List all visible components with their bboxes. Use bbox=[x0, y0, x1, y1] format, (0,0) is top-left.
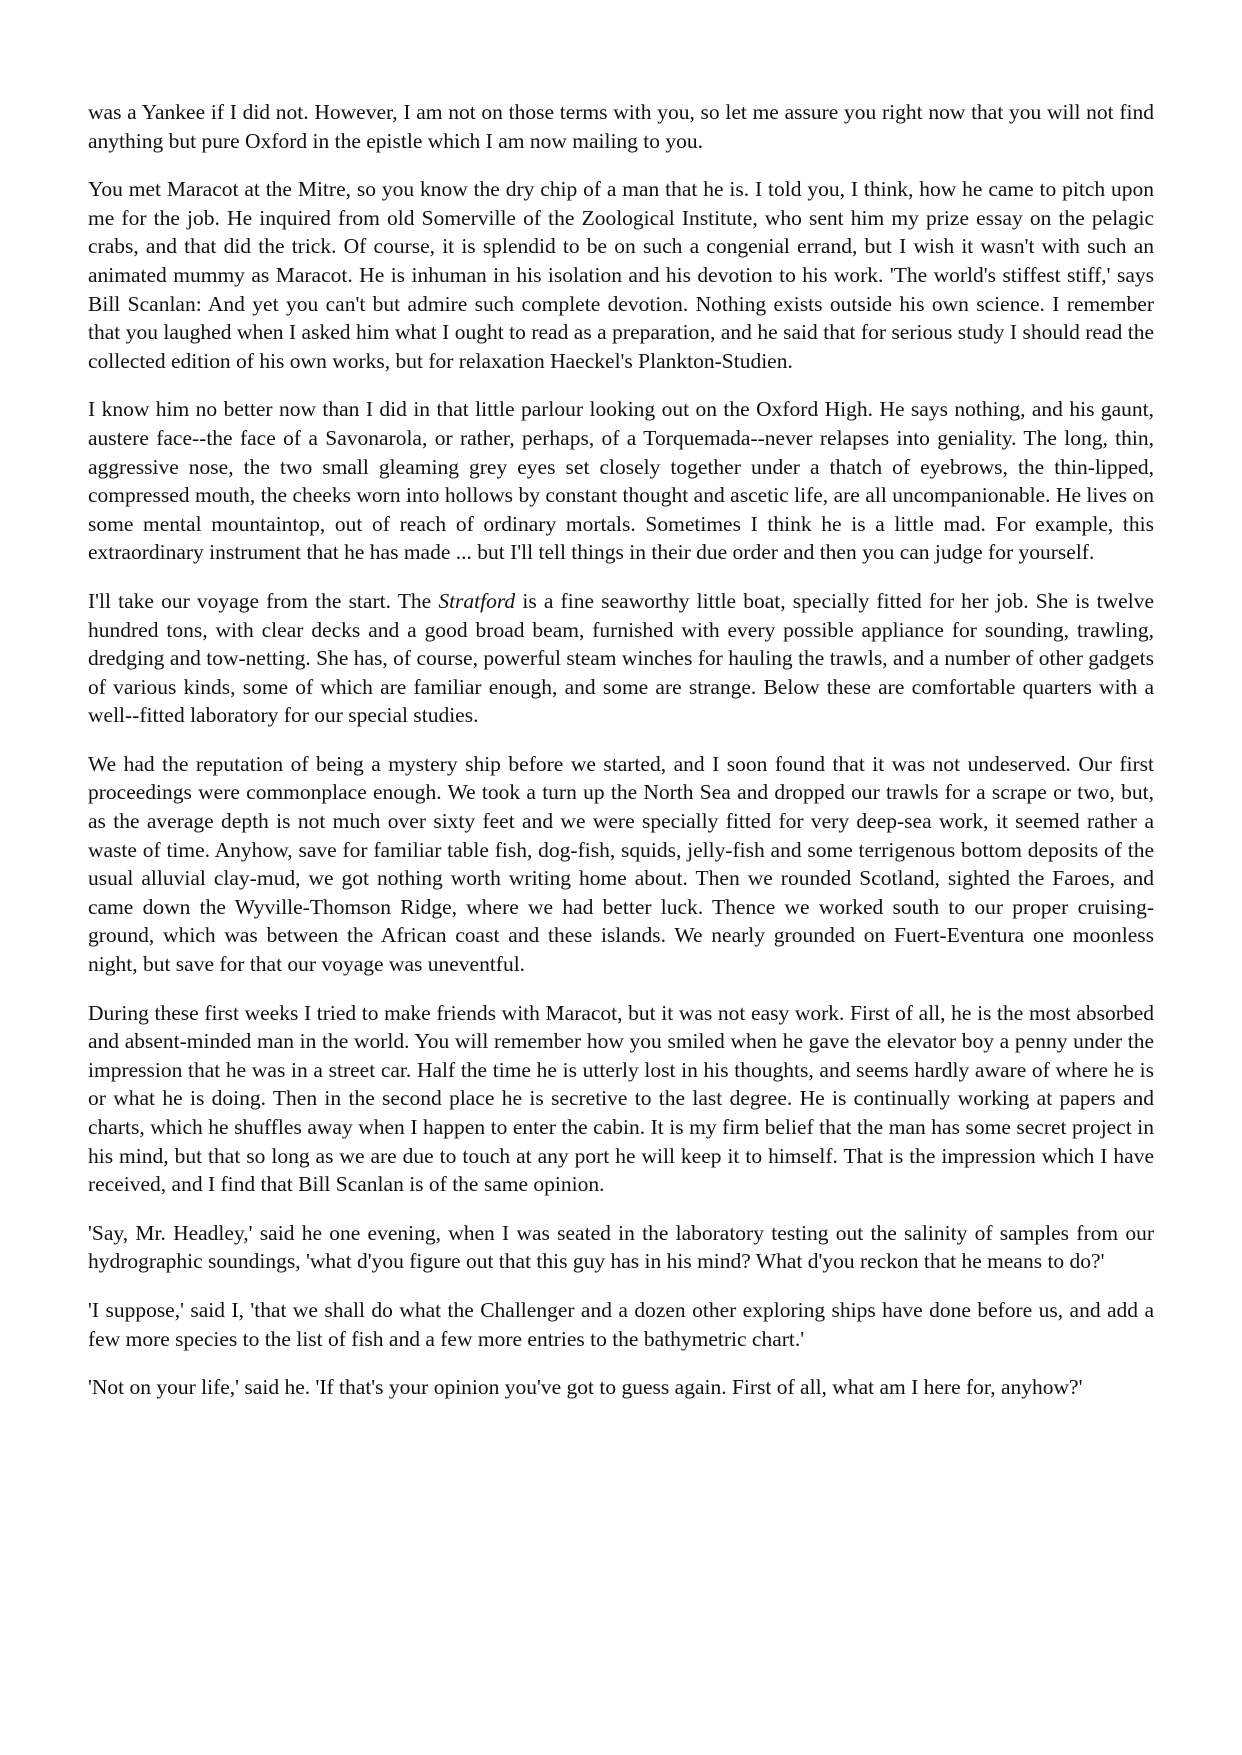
paragraph-8: 'I suppose,' said I, 'that we shall do what the Challenger and a dozen other exploring ships have done before us, and add a few more species to the list of fish and a few more entries to the bathymetric chart.' bbox=[88, 1297, 1154, 1351]
paragraph-4-after: is a fine seaworthy little boat, specially fitted for her job. She is twelve hundred tons, with clear decks and a good broad beam, furnished with every possible appliance for sounding, trawling, dredging and tow-netting. She has, of course, powerful steam winches for hauling the trawls, and a number of other gadgets of various kinds, some of which are familiar enough, and some are strange. Below these are comfortable quarters with a well--fitted laboratory for our special studies. bbox=[88, 588, 1154, 728]
paragraph-9: 'Not on your life,' said he. 'If that's your opinion you've got to guess again. First of all, what am I here for, anyhow?' bbox=[88, 1375, 1083, 1400]
paragraph-5: We had the reputation of being a mystery ship before we started, and I soon found that it was not undeserved. Our first proceedings were commonplace enough. We took a turn up the North Sea and dropped our trawls for a scrape or two, but, as the average depth is not much over sixty feet and we were specially fitted for very deep-sea work, it seemed rather a waste of time. Anyhow, save for familiar table fish, dog-fish, squids, jelly-fish and some terrigenous bottom deposits of the usual alluvial clay-mud, we got nothing worth writing home about. Then we rounded Scotland, sighted the Faroes, and came down the Wyville-Thomson Ridge, where we had better luck. Thence we worked south to our proper cruising-ground, which was between the African coast and these islands. We nearly grounded on Fuert-Eventura one moonless night, but save for that our voyage was uneventful. bbox=[88, 751, 1154, 977]
paragraph-7: 'Say, Mr. Headley,' said he one evening, when I was seated in the laboratory testing out the salinity of samples from our hydrographic soundings, 'what d'you figure out that this guy has in his mind? What d'you reckon that he means to do?' bbox=[88, 1220, 1154, 1274]
paragraph-6: During these first weeks I tried to make friends with Maracot, but it was not easy work. First of all, he is the most absorbed and absent-minded man in the world. You will remember how you smiled when he gave the elevator boy a penny under the impression that he was in a street car. Half the time he is utterly lost in his thoughts, and seems hardly aware of where he is or what he is doing. Then in the second place he is secretive to the last degree. He is continually working at papers and charts, which he shuffles away when I happen to enter the cabin. It is my firm belief that the man has some secret project in his mind, but that so long as we are due to touch at any port he will keep it to himself. That is the impression which I have received, and I find that Bill Scanlan is of the same opinion. bbox=[88, 1000, 1154, 1197]
document-page bbox=[88, 98, 1154, 1402]
paragraph-2: You met Maracot at the Mitre, so you know the dry chip of a man that he is. I told you, I think, how he came to pitch upon me for the job. He inquired from old Somerville of the Zoological Institute, who sent him my prize essay on the pelagic crabs, and that did the trick. Of course, it is splendid to be on such a congenial errand, but I wish it wasn't with such an animated mummy as Maracot. He is inhuman in his isolation and his devotion to his work. 'The world's stiffest stiff,' says Bill Scanlan: And yet you can't but admire such complete devotion. Nothing exists outside his own science. I remember that you laughed when I asked him what I ought to read as a preparation, and he said that for serious study I should read the collected edition of his own works, but for relaxation Haeckel's Plankton-Studien. bbox=[88, 177, 1154, 373]
paragraph-3: I know him no better now than I did in that little parlour looking out on the Oxford High. He says nothing, and his gaunt, austere face--the face of a Savonarola, or rather, perhaps, of a Torquemada--never relapses into geniality. The long, thin, aggressive nose, the two small gleaming grey eyes set closely together under a thatch of eyebrows, the thin-lipped, compressed mouth, the cheeks worn into hollows by constant thought and ascetic life, are all uncompanionable. He lives on some mental mountaintop, out of reach of ordinary mortals. Sometimes I think he is a little mad. For example, this extraordinary instrument that he has made ... but I'll tell things in their due order and then you can judge for yourself. bbox=[88, 397, 1154, 565]
paragraph-4-before: I'll take our voyage from the start. The bbox=[88, 588, 439, 613]
ship-name-italic: Stratford bbox=[438, 588, 516, 613]
paragraph-1: was a Yankee if I did not. However, I am not on those terms with you, so let me assure you right now that you will not find anything but pure Oxford in the epistle which I am now mailing to you. bbox=[88, 100, 1154, 153]
paragraph-4 bbox=[88, 587, 1154, 730]
